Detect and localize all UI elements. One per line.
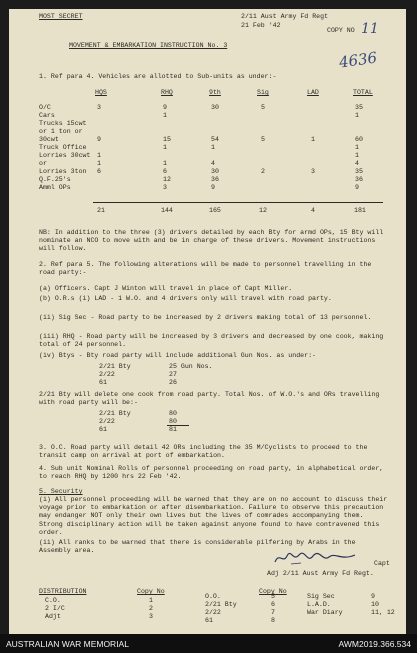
row-label: Amml OPs: [39, 184, 71, 191]
bty-total-rule: [167, 425, 189, 426]
table-cell: 1: [97, 160, 101, 167]
section-2-item-iii: (iii) RHQ - Road party will be increased by 3 drivers and decreased by one cook, making total of 24 personnel.: [39, 333, 384, 349]
distribution-entry: O.O.: [205, 593, 221, 600]
table-cell: 2: [261, 168, 265, 175]
distribution-copy: 8: [271, 617, 275, 624]
table-cell: 1: [97, 152, 101, 159]
bty-total-name: 61: [99, 426, 107, 433]
archive-footer: [0, 634, 417, 653]
table-cell: 30: [211, 104, 219, 111]
section-2-heading: 2. Ref para 5. The following alterations will be made to personnel travelling in the road party:-: [39, 261, 372, 277]
distribution-entry: 61: [205, 617, 213, 624]
para-4: 4. Sub unit Nominal Rolls of personnel proceeding on road party, in alphabetical order, to reach RHQ by 1200 hrs 22 Feb '42.: [39, 465, 384, 481]
col-header: Sig: [257, 89, 269, 96]
table-cell: 5: [261, 104, 265, 111]
signature-role: Adj 2/11 Aust Army Fd Regt.: [267, 570, 374, 577]
table-cell: 3: [163, 184, 167, 191]
total-cell: 12: [259, 207, 267, 214]
table-cell: 35: [355, 168, 363, 175]
unit-name: 2/11 Aust Army Fd Regt: [241, 13, 329, 20]
distribution-copy: 5: [271, 593, 275, 600]
cooks-note: 2/21 Bty will delete one cook from road party. Total Nos. of W.O.'s and ORs travelling with road party will be:-: [39, 391, 380, 407]
section-1-heading: 1. Ref para 4. Vehicles are allotted to Sub-units as under:-: [39, 73, 277, 80]
distribution-entry: Adjt: [45, 613, 61, 620]
totals-rule: [93, 202, 383, 203]
distribution-copy: 9: [371, 593, 375, 600]
distribution-entry: Sig Sec: [307, 593, 335, 600]
row-label: Cars: [39, 112, 55, 119]
table-cell: 1: [355, 144, 359, 151]
total-cell: 4: [311, 207, 315, 214]
archive-name: AUSTRALIAN WAR MEMORIAL: [6, 639, 129, 649]
row-label: Lorries 30cwt: [39, 152, 91, 159]
section-2-item-ii: (ii) Sig Sec - Road party to be increased by 2 drivers making total of 13 personnel.: [39, 314, 372, 321]
bty-extra-name: 2/22: [99, 371, 115, 378]
row-label: or: [39, 160, 47, 167]
security-text-i: (i) All personnel proceeding will be warned that they are on no account to discuss their voyage prior to embarkation or after disembarkation. Failure to observe this precaution may endanger NOT only their own lives but the lives of comrades accompanying them. Strong disciplinary action will be taken against anyone found to have contravened this order.: [39, 496, 388, 536]
row-label: or 1 ton or: [39, 128, 83, 135]
distribution-entry: 2 I/C: [45, 605, 65, 612]
security-heading: 5. Security: [39, 488, 83, 495]
bty-total-name: 2/21 Bty: [99, 410, 131, 417]
bty-total-value: 80: [169, 418, 177, 425]
bty-extra-value: 25 Gun Nos.: [169, 363, 213, 370]
bty-total-name: 2/22: [99, 418, 115, 425]
bty-extra-value: 26: [169, 379, 177, 386]
col-header: 9th: [209, 89, 221, 96]
distribution-entry: 2/21 Bty: [205, 601, 237, 608]
col-header: RHQ: [161, 89, 173, 96]
distribution-copy-header: Copy No: [137, 588, 165, 595]
signature-image: [271, 550, 359, 568]
row-label: Trucks 15cwt: [39, 120, 87, 127]
col-header: HQS: [95, 89, 107, 96]
bty-extra-name: 2/21 Bty: [99, 363, 131, 370]
section-2-item-b: (b) O.R.s (i) LAD - 1 W.O. and 4 drivers only will travel with road party.: [39, 295, 332, 302]
distribution-copy: 3: [149, 613, 153, 620]
distribution-copy: 11, 12: [371, 609, 395, 616]
table-cell: 1: [163, 144, 167, 151]
distribution-copy: 7: [271, 609, 275, 616]
total-cell: 21: [97, 207, 105, 214]
col-header: TOTAL: [353, 89, 373, 96]
table-cell: 15: [163, 136, 171, 143]
table-cell: 6: [163, 168, 167, 175]
distribution-copy: 6: [271, 601, 275, 608]
distribution-entry: C.O.: [45, 597, 61, 604]
archive-reference: AWM2019.366.534: [338, 639, 411, 649]
table-cell: 1: [163, 160, 167, 167]
bty-extra-value: 27: [169, 371, 177, 378]
table-cell: 3: [97, 104, 101, 111]
distribution-copy: 1: [149, 597, 153, 604]
distribution-entry: War Diary: [307, 609, 343, 616]
bty-total-value: 80: [169, 410, 177, 417]
bty-extra-name: 61: [99, 379, 107, 386]
total-cell: 165: [209, 207, 221, 214]
para-3: 3. O.C. Road party will detail 42 ORs including the 35 M/Cyclists to proceed to the transit camp on arrival at port of embarkation.: [39, 444, 368, 460]
bty-total-value: 81: [169, 426, 177, 433]
total-cell: 144: [161, 207, 173, 214]
security-text-ii: (ii) All ranks to be warned that there is considerable pilfering by Arabs in the Assembly area.: [39, 539, 356, 555]
distribution-heading: DISTRIBUTION: [39, 588, 87, 595]
row-label: Lorries 3ton: [39, 168, 87, 175]
table-cell: 1: [211, 144, 215, 151]
copy-number-value: 11: [361, 21, 379, 37]
row-label: Q.F.25's: [39, 176, 71, 183]
document-title: MOVEMENT & EMBARKATION INSTRUCTION No. 3: [69, 42, 228, 49]
col-header: LAD: [307, 89, 319, 96]
table-cell: 5: [261, 136, 265, 143]
table-cell: 9: [355, 184, 359, 191]
table-cell: 4: [211, 160, 215, 167]
table-cell: 60: [355, 136, 363, 143]
file-number: 4636: [337, 48, 379, 72]
total-cell: 181: [354, 207, 366, 214]
row-label: 30cwt: [39, 136, 59, 143]
table-cell: 1: [355, 112, 359, 119]
distribution-copy: 2: [149, 605, 153, 612]
distribution-entry: L.A.D.: [307, 601, 331, 608]
table-cell: 6: [97, 168, 101, 175]
table-cell: 1: [311, 136, 315, 143]
copy-number-label: COPY NO: [327, 27, 355, 34]
table-cell: 36: [211, 176, 219, 183]
classification-label: MOST SECRET: [39, 13, 83, 20]
document-date: 21 Feb '42: [241, 22, 281, 29]
table-cell: 54: [211, 136, 219, 143]
section-2-item-iv: (iv) Btys - Bty road party will include additional Gun Nos. as under:-: [39, 352, 316, 359]
table-cell: 1: [355, 152, 359, 159]
row-label: O/C: [39, 104, 51, 111]
section-2-item-a: (a) Officers. Capt J Winton will travel in place of Capt Miller.: [39, 285, 293, 292]
table-cell: 12: [163, 176, 171, 183]
table-cell: 9: [163, 104, 167, 111]
table-cell: 9: [211, 184, 215, 191]
signature-rank: Capt: [374, 560, 390, 567]
table-cell: 9: [97, 136, 101, 143]
table-cell: 30: [211, 168, 219, 175]
note-1: NB: In addition to the three (3) drivers detailed by each Bty for armd OPs, 15 Bty will nominate an NCO to move with and be in charge of these drivers. Movement instructions will follow.: [39, 229, 384, 253]
table-cell: 36: [355, 176, 363, 183]
row-label: Truck Office: [39, 144, 87, 151]
distribution-entry: 2/22: [205, 609, 221, 616]
table-cell: 35: [355, 104, 363, 111]
document-page: [9, 9, 406, 634]
distribution-copy: 10: [371, 601, 379, 608]
table-cell: 4: [355, 160, 359, 167]
table-cell: 1: [163, 112, 167, 119]
distribution-copy-header: Copy No: [259, 588, 287, 595]
table-cell: 3: [311, 168, 315, 175]
